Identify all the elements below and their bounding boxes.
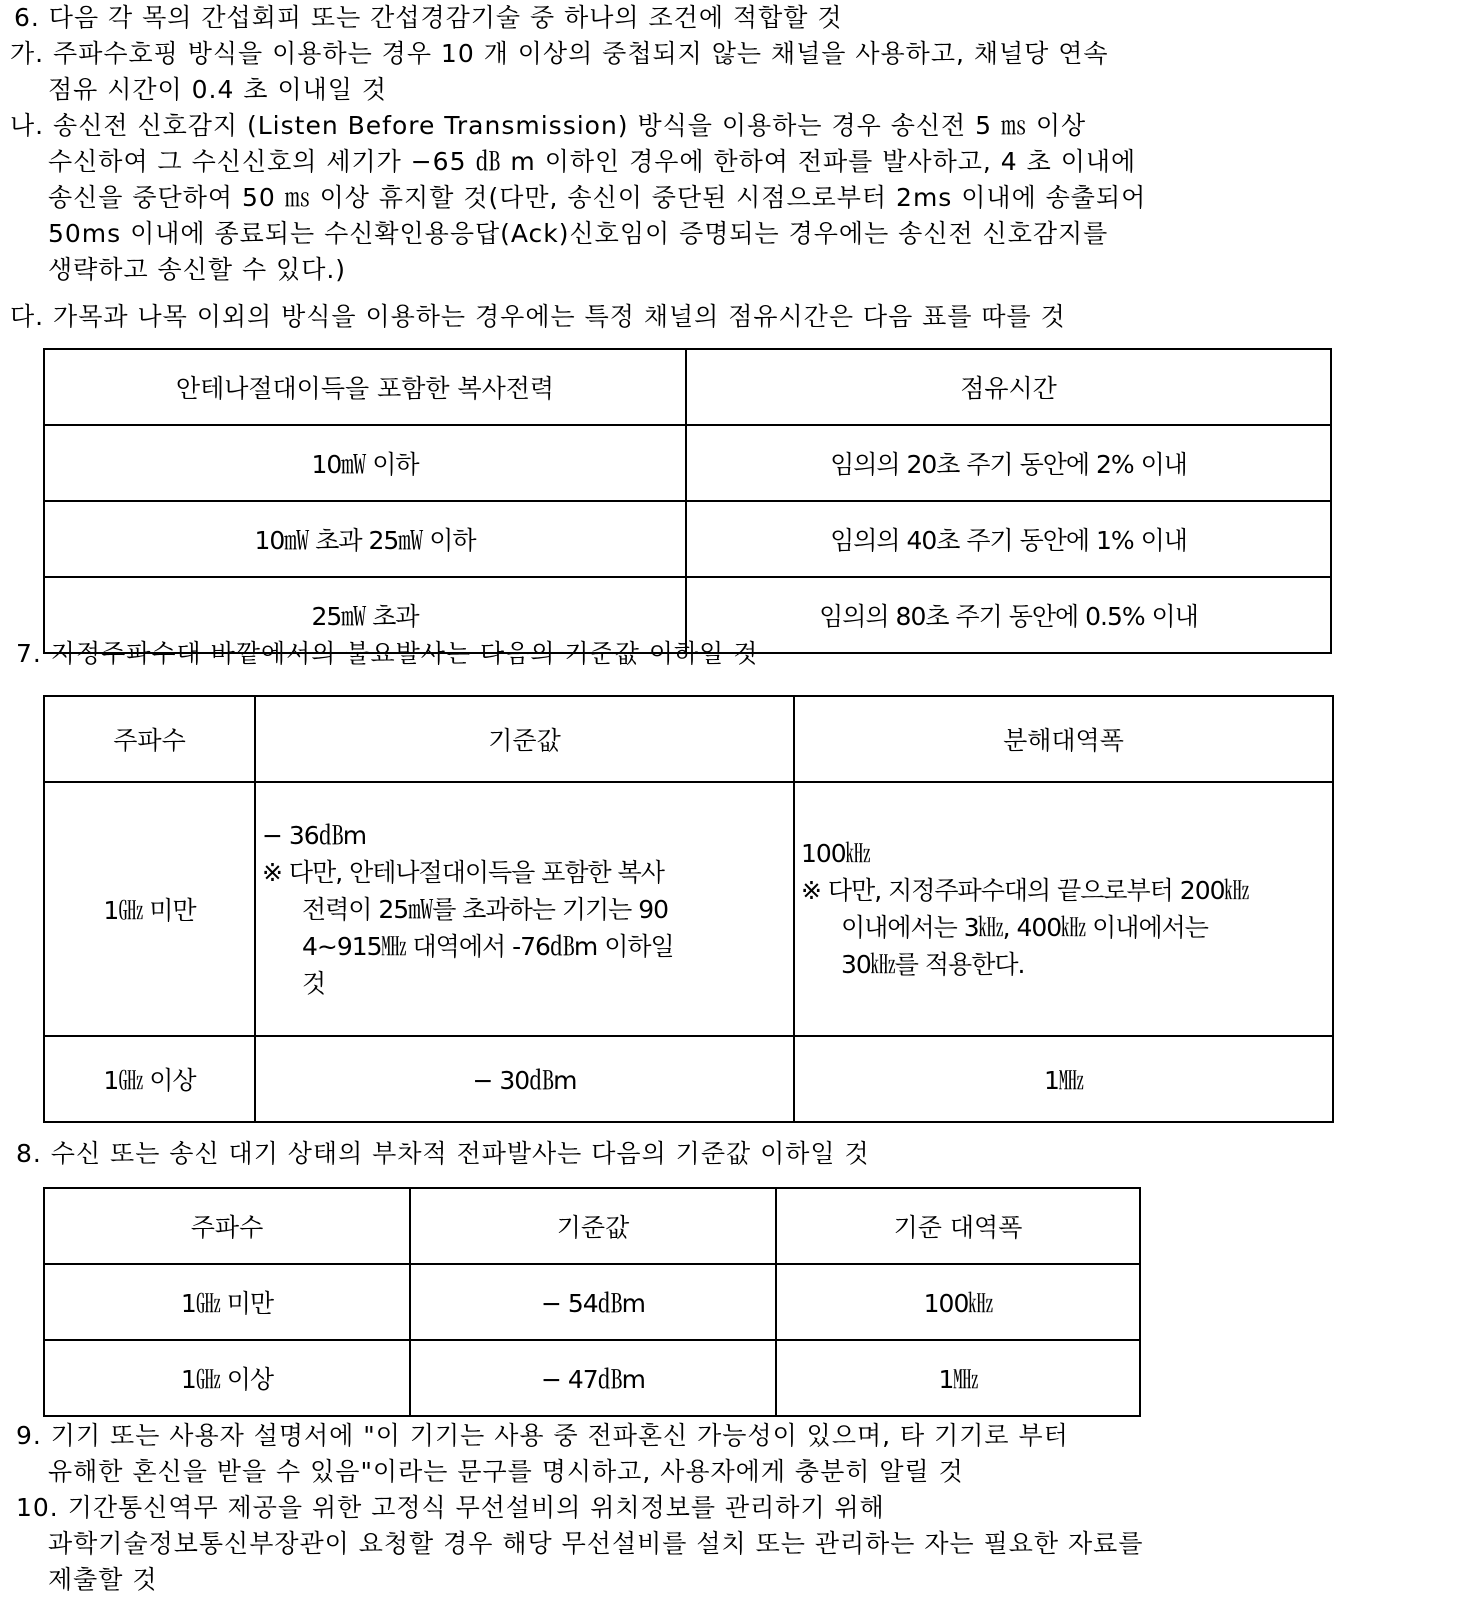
power-cell: 10㎽ 이하 bbox=[44, 425, 686, 501]
limit-note-line: 것 bbox=[302, 968, 326, 998]
item-10-line-3: 제출할 것 bbox=[48, 1565, 158, 1594]
table-row bbox=[44, 1340, 1140, 1416]
occupancy-cell: 임의의 80초 주기 동안에 0.5% 이내 bbox=[686, 577, 1331, 653]
rbw-note-line: ※ 다만, 지정주파수대의 끝으로부터 200㎑ bbox=[801, 876, 1249, 905]
rbw-cell bbox=[794, 782, 1333, 1036]
limit-note-line: ※ 다만, 안테나절대이득을 포함한 복사 bbox=[262, 857, 664, 887]
power-cell: 25㎽ 초과 bbox=[44, 577, 686, 653]
rbw-note-line: 30㎑를 적용한다. bbox=[841, 950, 1025, 979]
item-6-heading: 6. 다음 각 목의 간섭회피 또는 간섭경감기술 중 하나의 조건에 적합할 것 bbox=[14, 3, 843, 32]
table-row bbox=[44, 1036, 1333, 1122]
item-10-line-2: 과학기술정보통신부장관이 요청할 경우 해당 무선설비를 설치 또는 관리하는 자는 필요한 자료를 bbox=[48, 1529, 1144, 1558]
table-row bbox=[44, 782, 1333, 1036]
header-reference-bandwidth: 기준 대역폭 bbox=[776, 1188, 1140, 1264]
limit-value-cell: − 54㏈m bbox=[410, 1264, 776, 1340]
item-6-ga-line-1: 가. 주파수호핑 방식을 이용하는 경우 10 개 이상의 중첩되지 않는 채널을 사용하고, 채널당 연속 bbox=[10, 39, 1109, 68]
header-radiated-power: 안테나절대이득을 포함한 복사전력 bbox=[44, 349, 686, 425]
table-header-row bbox=[44, 1188, 1140, 1264]
table-row bbox=[44, 425, 1331, 501]
occupancy-cell: 임의의 20초 주기 동안에 2% 이내 bbox=[686, 425, 1331, 501]
bandwidth-cell: 1㎒ bbox=[776, 1340, 1140, 1416]
occupancy-cell: 임의의 40초 주기 동안에 1% 이내 bbox=[686, 501, 1331, 577]
limit-value-cell: − 30㏈m bbox=[255, 1036, 794, 1122]
header-limit-value: 기준값 bbox=[410, 1188, 776, 1264]
limit-note-line: 4~915㎒ 대역에서 -76㏈m 이하일 bbox=[302, 931, 674, 961]
limit-note-line: 전력이 25㎽를 초과하는 기기는 90 bbox=[302, 894, 669, 924]
item-6-na-line-3: 송신을 중단하여 50 ㎳ 이상 휴지할 것(다만, 송신이 중단된 시점으로부터 2ms 이내에 송출되어 bbox=[48, 183, 1147, 212]
item-6-na-line-4: 50ms 이내에 종료되는 수신확인용응답(Ack)신호임이 증명되는 경우에는 송신전 신호감지를 bbox=[48, 219, 1109, 248]
table-row bbox=[44, 1264, 1140, 1340]
rbw-note-line: 이내에서는 3㎑, 400㎑ 이내에서는 bbox=[841, 913, 1208, 942]
limit-value-cell bbox=[255, 782, 794, 1036]
occupancy-time-table bbox=[43, 348, 1332, 654]
header-frequency: 주파수 bbox=[44, 1188, 410, 1264]
item-6-da-line: 다. 가목과 나목 이외의 방식을 이용하는 경우에는 특정 채널의 점유시간은 다음 표를 따를 것 bbox=[10, 302, 1066, 331]
table-row bbox=[44, 501, 1331, 577]
item-6-na-line-2: 수신하여 그 수신신호의 세기가 −65 ㏈ m 이하인 경우에 한하여 전파를 발사하고, 4 초 이내에 bbox=[48, 147, 1137, 176]
item-6-na-line-5: 생략하고 송신할 수 있다.) bbox=[48, 255, 347, 284]
item-6-ga-line-2: 점유 시간이 0.4 초 이내일 것 bbox=[48, 75, 387, 104]
frequency-cell: 1㎓ 미만 bbox=[44, 782, 255, 1036]
rbw-cell: 1㎒ bbox=[794, 1036, 1333, 1122]
header-resolution-bandwidth: 분해대역폭 bbox=[794, 696, 1333, 782]
table-header-row bbox=[44, 696, 1333, 782]
item-6-na-line-1: 나. 송신전 신호감지 (Listen Before Transmission) 방식을 이용하는 경우 송신전 5 ㎳ 이상 bbox=[10, 111, 1087, 140]
item-7-heading: 7. 지정주파수대 바깥에서의 불요발사는 다음의 기준값 이하일 것 bbox=[16, 639, 759, 668]
spurious-emission-table bbox=[43, 695, 1334, 1123]
header-frequency: 주파수 bbox=[44, 696, 255, 782]
rbw-value: 100㎑ bbox=[801, 839, 870, 868]
standby-emission-table bbox=[43, 1187, 1141, 1417]
item-10-line-1: 10. 기간통신역무 제공을 위한 고정식 무선설비의 위치정보를 관리하기 위해 bbox=[16, 1493, 885, 1522]
header-limit-value: 기준값 bbox=[255, 696, 794, 782]
item-9-line-1: 9. 기기 또는 사용자 설명서에 "이 기기는 사용 중 전파혼신 가능성이 있으며, 타 기기로 부터 bbox=[16, 1421, 1069, 1450]
power-cell: 10㎽ 초과 25㎽ 이하 bbox=[44, 501, 686, 577]
item-9-line-2: 유해한 혼신을 받을 수 있음"이라는 문구를 명시하고, 사용자에게 충분히 알릴 것 bbox=[48, 1457, 964, 1486]
bandwidth-cell: 100㎑ bbox=[776, 1264, 1140, 1340]
table-header-row bbox=[44, 349, 1331, 425]
header-occupancy-time: 점유시간 bbox=[686, 349, 1331, 425]
frequency-cell: 1㎓ 이상 bbox=[44, 1036, 255, 1122]
frequency-cell: 1㎓ 미만 bbox=[44, 1264, 410, 1340]
item-8-heading: 8. 수신 또는 송신 대기 상태의 부차적 전파발사는 다음의 기준값 이하일 것 bbox=[16, 1139, 870, 1168]
frequency-cell: 1㎓ 이상 bbox=[44, 1340, 410, 1416]
limit-value: − 36㏈m bbox=[262, 820, 367, 850]
limit-value-cell: − 47㏈m bbox=[410, 1340, 776, 1416]
